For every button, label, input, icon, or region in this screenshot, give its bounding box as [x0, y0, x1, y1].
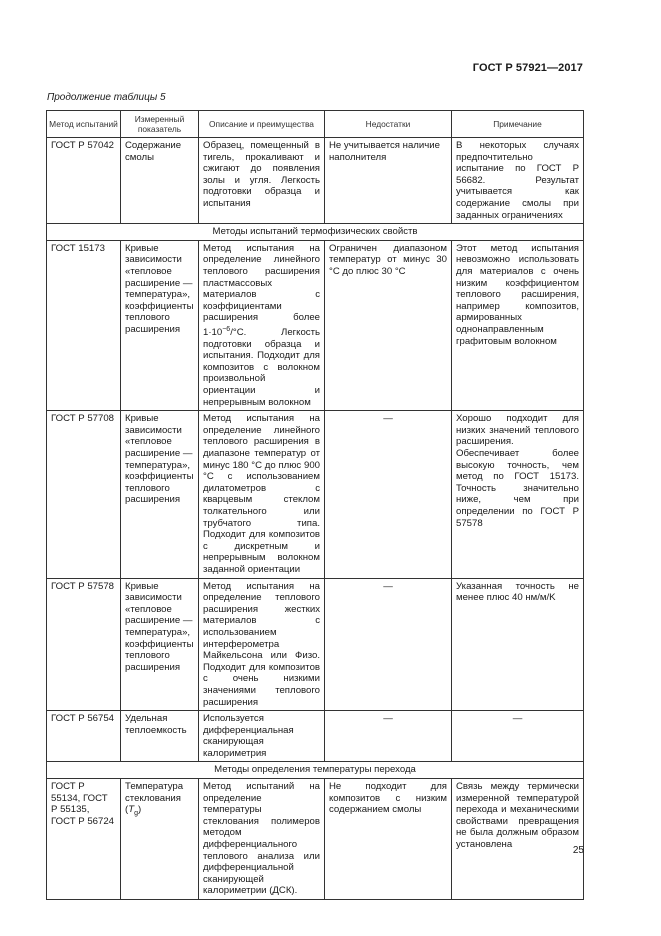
cell-method: ГОСТ Р 57708	[47, 411, 121, 578]
measured-text-close: )	[137, 804, 142, 816]
cell-note: Этот метод испытания невозможно использовать для материалов с очень низким коэффициентом теплового расширения, например композитов, армированных однонаправленным графитовым волокном	[452, 240, 584, 411]
cell-note: Связь между термически измеренной температурой перехода и механическими свойствами превращения не была должным образом установлена	[452, 779, 584, 900]
col-header-description: Описание и преимущества	[199, 111, 325, 138]
cell-disadvantages: Не подходит для композитов с низким содержанием смолы	[325, 779, 452, 900]
cell-description: Используется дифференциальная сканирующая калориметрия	[199, 711, 325, 762]
cell-measured: Кривые зависимости «тепловое расширение — температура», коэффициенты теплового расширения	[121, 240, 199, 411]
symbol-subscript: g	[134, 810, 138, 818]
col-header-disadvantages: Недостатки	[325, 111, 452, 138]
cell-method: ГОСТ Р 57578	[47, 578, 121, 711]
section-title-transition: Методы определения температуры перехода	[47, 762, 584, 779]
cell-description: Образец, помещенный в тигель, прокаливают и сжигают до появления золы и угля. Легкость подготовки образца и испытания	[199, 138, 325, 224]
cell-disadvantages: Ограничен диапазоном температур от минус 30 °C до плюс 30 °C	[325, 240, 452, 411]
cell-description	[199, 240, 325, 411]
table-row	[47, 779, 584, 900]
cell-method: ГОСТ 15173	[47, 240, 121, 411]
cell-disadvantages: —	[325, 711, 452, 762]
page-number: 25	[572, 845, 584, 856]
cell-note: Указанная точность не менее плюс 40 нм/м/K	[452, 578, 584, 711]
table-row	[47, 138, 584, 224]
cell-measured: Содержание смолы	[121, 138, 199, 224]
table-caption: Продолжение таблицы 5	[47, 92, 166, 103]
cell-measured: Кривые зависимости «тепловое расширение — температура», коэффициенты теплового расширения	[121, 411, 199, 578]
cell-disadvantages: Не учитывается наличие наполнителя	[325, 138, 452, 224]
cell-measured	[121, 779, 199, 900]
table-row	[47, 240, 584, 411]
cell-description: Метод испытаний на определение температуры стеклования полимеров методом дифференциального теплового анализа или дифференциальной сканирующей калориметрии (ДСК).	[199, 779, 325, 900]
cell-note: В некоторых случаях предпочтительно испытание по ГОСТ Р 56682. Результат учитывается как содержание смолы при заданных ограничениях	[452, 138, 584, 224]
cell-description: Метод испытания на определение линейного теплового расширения в диапазоне температур от минус 180 °C до плюс 900 °C с использованием дилатометров с кварцевым стеклом толкательного или трубчатого типа. Подходит для композитов с дискретным и непрерывным волокном заданной ориентации	[199, 411, 325, 578]
measured-text: Температура стеклования (	[125, 781, 184, 816]
table-row	[47, 711, 584, 762]
cell-measured: Удельная теплоемкость	[121, 711, 199, 762]
table-row	[47, 411, 584, 578]
cell-disadvantages: —	[325, 411, 452, 578]
document-code: ГОСТ Р 57921—2017	[472, 62, 583, 74]
cell-method: ГОСТ Р 56754	[47, 711, 121, 762]
section-row	[47, 762, 584, 779]
section-title-thermo: Методы испытаний термофизических свойств	[47, 224, 584, 241]
col-header-method: Метод испытаний	[47, 111, 121, 138]
cell-note: —	[452, 711, 584, 762]
cell-measured: Кривые зависимости «тепловое расширение — температура», коэффициенты теплового расширения	[121, 578, 199, 711]
col-header-note: Примечание	[452, 111, 584, 138]
exponent: −6	[222, 325, 231, 333]
cell-method: ГОСТ Р 57042	[47, 138, 121, 224]
methods-table	[46, 110, 584, 900]
table-row	[47, 578, 584, 711]
cell-method: ГОСТ Р 55134, ГОСТ Р 55135, ГОСТ Р 56724	[47, 779, 121, 900]
cell-disadvantages: —	[325, 578, 452, 711]
symbol-t: T	[128, 804, 135, 816]
cell-description: Метод испытания на определение теплового расширения жестких материалов с использованием интерферометра Майкельсона или Физо. Подходит для композитов с очень низкими значениями теплового расширения	[199, 578, 325, 711]
description-text: Метод испытания на определение линейного теплового расширения пластмассовых материалов с коэффициентами расширения более 1·10	[203, 242, 320, 339]
table-header-row	[47, 111, 584, 138]
section-row	[47, 224, 584, 241]
description-text-cont: /°C. Легкость подготовки образца и испытания. Подходит для композитов с волокном произвольной ориентации и непрерывным волокном	[203, 327, 320, 408]
cell-note: Хорошо подходит для низких значений теплового расширения. Обеспечивает более высокую точность, чем метод по ГОСТ 15173. Точность значительно ниже, чем при определении по ГОСТ Р 57578	[452, 411, 584, 578]
col-header-measured: Измеренный показатель	[121, 111, 199, 138]
